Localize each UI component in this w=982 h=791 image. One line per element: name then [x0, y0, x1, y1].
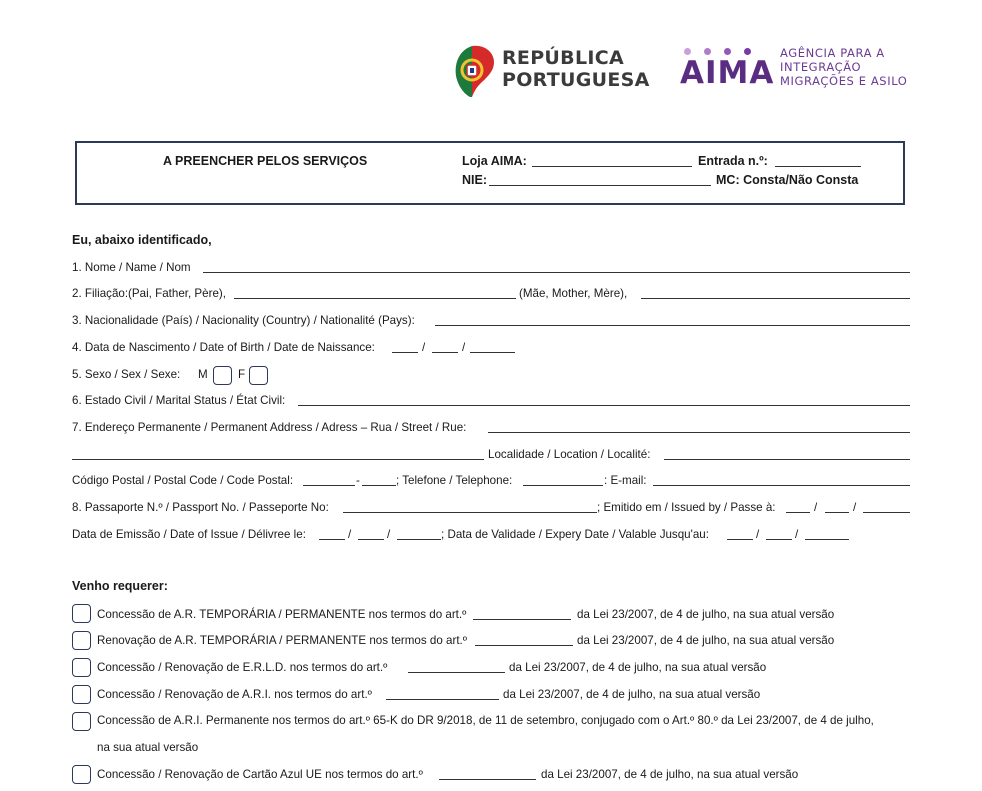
date-separator: / [756, 528, 760, 541]
request-checkbox-erld[interactable] [72, 658, 91, 677]
postal-code-dash: - [356, 474, 360, 487]
request-article-field[interactable] [475, 633, 573, 646]
issue-month-field[interactable] [358, 527, 384, 540]
validity-month-field[interactable] [766, 527, 792, 540]
row-filiation [72, 286, 910, 302]
republica-portuguesa-logo [450, 42, 650, 98]
date-separator: / [814, 501, 818, 514]
row-sex [72, 367, 910, 383]
request-checkbox-blue-card[interactable] [72, 765, 91, 784]
row-issue-validity [72, 527, 910, 543]
aima-subtitle-3: MIGRAÇÕES E ASILO [780, 74, 908, 88]
request-checkbox-ari-permanent[interactable] [72, 712, 91, 731]
request-item-text: Concessão de A.R.I. Permanente nos termos do art.º 65-K do DR 9/2018, de 11 de setembro, conjugado com o Art.º 80.º da Lei 23/2007, de 4 de julho, [97, 714, 874, 727]
request-item-text: Concessão de A.R. TEMPORÁRIA / PERMANENTE nos termos do art.º [97, 608, 467, 621]
intro-heading: Eu, abaixo identificado, [72, 233, 212, 247]
father-field[interactable] [234, 286, 516, 299]
date-separator: / [422, 341, 426, 354]
request-article-field[interactable] [473, 607, 571, 620]
postal-code-field-2[interactable] [362, 473, 396, 486]
issue-year-field[interactable] [397, 527, 441, 540]
request-checkbox-ari[interactable] [72, 685, 91, 704]
telephone-label: ; Telefone / Telephone: [396, 474, 513, 487]
request-item-text: Concessão / Renovação de E.R.L.D. nos termos do art.º [97, 661, 388, 674]
date-separator: / [387, 528, 391, 541]
request-checkbox-temporary-permanent-renewal[interactable] [72, 631, 91, 650]
row-civil-status [72, 393, 910, 409]
birth-year-field[interactable] [470, 340, 515, 353]
row-nationality [72, 313, 910, 329]
request-item [97, 713, 910, 729]
request-item [97, 767, 910, 783]
entrada-label: Entrada n.º: [698, 154, 768, 168]
issued-by-label: ; Emitido em / Issued by / Passe à: [597, 501, 776, 514]
birth-month-field[interactable] [432, 340, 458, 353]
date-separator: / [348, 528, 352, 541]
name-label: 1. Nome / Name / Nom [72, 261, 191, 274]
nie-field[interactable] [489, 173, 711, 186]
validity-day-field[interactable] [727, 527, 753, 540]
aima-dot-icon [684, 48, 691, 55]
row-location [72, 447, 910, 463]
sex-m-label: M [198, 368, 208, 381]
aima-subtitle-1: AGÊNCIA PARA A [780, 46, 885, 60]
email-label: : E-mail: [604, 474, 647, 487]
rp-line-1: REPÚBLICA [502, 47, 624, 69]
aima-wordmark: AIMA [680, 55, 775, 91]
request-item [97, 633, 910, 649]
issued-by-field-2[interactable] [825, 500, 849, 513]
civil-status-label: 6. Estado Civil / Marital Status / État Civil: [72, 394, 286, 407]
request-item [97, 607, 910, 623]
request-item-text: Concessão / Renovação de A.R.I. nos termos do art.º [97, 688, 372, 701]
date-separator: / [853, 501, 857, 514]
issued-by-field-3[interactable] [863, 500, 910, 513]
entrada-field[interactable] [775, 154, 861, 167]
validity-label: ; Data de Validade / Expery Date / Valable Jusqu'au: [441, 528, 709, 541]
request-checkbox-temporary-permanent-concession[interactable] [72, 604, 91, 623]
nationality-label: 3. Nacionalidade (País) / Nacionality (Country) / Nationalité (Pays): [72, 314, 415, 327]
aima-dot-icon [724, 48, 731, 55]
postal-code-field-1[interactable] [303, 473, 355, 486]
mother-field[interactable] [641, 286, 910, 299]
services-box [75, 141, 905, 205]
location-field[interactable] [664, 447, 910, 460]
request-article-field[interactable] [408, 660, 505, 673]
civil-status-field[interactable] [298, 393, 910, 406]
request-item-law: da Lei 23/2007, de 4 de julho, na sua atual versão [503, 688, 761, 701]
validity-year-field[interactable] [805, 527, 849, 540]
date-separator: / [795, 528, 799, 541]
request-item-law: da Lei 23/2007, de 4 de julho, na sua atual versão [509, 661, 767, 674]
request-article-field[interactable] [386, 687, 499, 700]
telephone-field[interactable] [523, 473, 603, 486]
services-title: A PREENCHER PELOS SERVIÇOS [163, 154, 368, 168]
request-item-law: da Lei 23/2007, de 4 de julho, na sua atual versão [577, 608, 835, 621]
request-item-text: Renovação de A.R. TEMPORÁRIA / PERMANENTE nos termos do art.º [97, 634, 468, 647]
row-passport [72, 500, 910, 516]
name-field[interactable] [203, 260, 910, 273]
request-article-field[interactable] [439, 767, 536, 780]
portugal-emblem-icon [450, 42, 496, 98]
row-contacts [72, 473, 910, 489]
request-item-law: na sua atual versão [97, 741, 199, 754]
aima-subtitle-2: INTEGRAÇÃO [780, 60, 862, 74]
date-separator: / [462, 341, 466, 354]
request-item [97, 687, 910, 703]
address-field[interactable] [488, 420, 910, 433]
sex-f-label: F [238, 368, 246, 381]
address-label: 7. Endereço Permanente / Permanent Address / Adress – Rua / Street / Rue: [72, 421, 467, 434]
nationality-field[interactable] [435, 313, 910, 326]
aima-dot-icon [704, 48, 711, 55]
loja-label: Loja AIMA: [462, 154, 527, 168]
request-item [97, 660, 910, 676]
sex-f-checkbox[interactable] [249, 366, 268, 385]
mother-label: (Mãe, Mother, Mère), [519, 287, 628, 300]
rp-line-2: PORTUGUESA [502, 69, 650, 91]
email-field[interactable] [653, 473, 910, 486]
issue-day-field[interactable] [319, 527, 345, 540]
request-item-continued [97, 740, 910, 756]
issue-date-label: Data de Emissão / Date of Issue / Délivree le: [72, 528, 306, 541]
address-continued-field[interactable] [72, 447, 484, 460]
row-address [72, 420, 910, 436]
request-item-law: da Lei 23/2007, de 4 de julho, na sua atual versão [577, 634, 835, 647]
row-name [72, 260, 910, 276]
row-birthdate [72, 340, 910, 356]
birthdate-label: 4. Data de Nascimento / Date of Birth / Date de Naissance: [72, 341, 375, 354]
issued-by-field-1[interactable] [786, 500, 810, 513]
sex-m-checkbox[interactable] [213, 366, 232, 385]
nie-label: NIE: [462, 173, 487, 187]
postal-code-label: Código Postal / Postal Code / Code Postal: [72, 474, 294, 487]
birth-day-field[interactable] [392, 340, 418, 353]
location-label: Localidade / Location / Localité: [488, 448, 651, 461]
aima-dot-icon [744, 48, 751, 55]
request-item-text: Concessão / Renovação de Cartão Azul UE nos termos do art.º [97, 768, 423, 781]
passport-field[interactable] [343, 500, 597, 513]
mc-label: MC: Consta/Não Consta [716, 173, 859, 187]
request-heading: Venho requerer: [72, 579, 168, 593]
request-item-law: da Lei 23/2007, de 4 de julho, na sua atual versão [541, 768, 799, 781]
father-label: 2. Filiação:(Pai, Father, Père), [72, 287, 227, 300]
aima-logo [680, 44, 940, 94]
loja-field[interactable] [532, 154, 692, 167]
passport-label: 8. Passaporte N.º / Passport No. / Passeporte No: [72, 501, 329, 514]
sex-label: 5. Sexo / Sex / Sexe: [72, 368, 181, 381]
